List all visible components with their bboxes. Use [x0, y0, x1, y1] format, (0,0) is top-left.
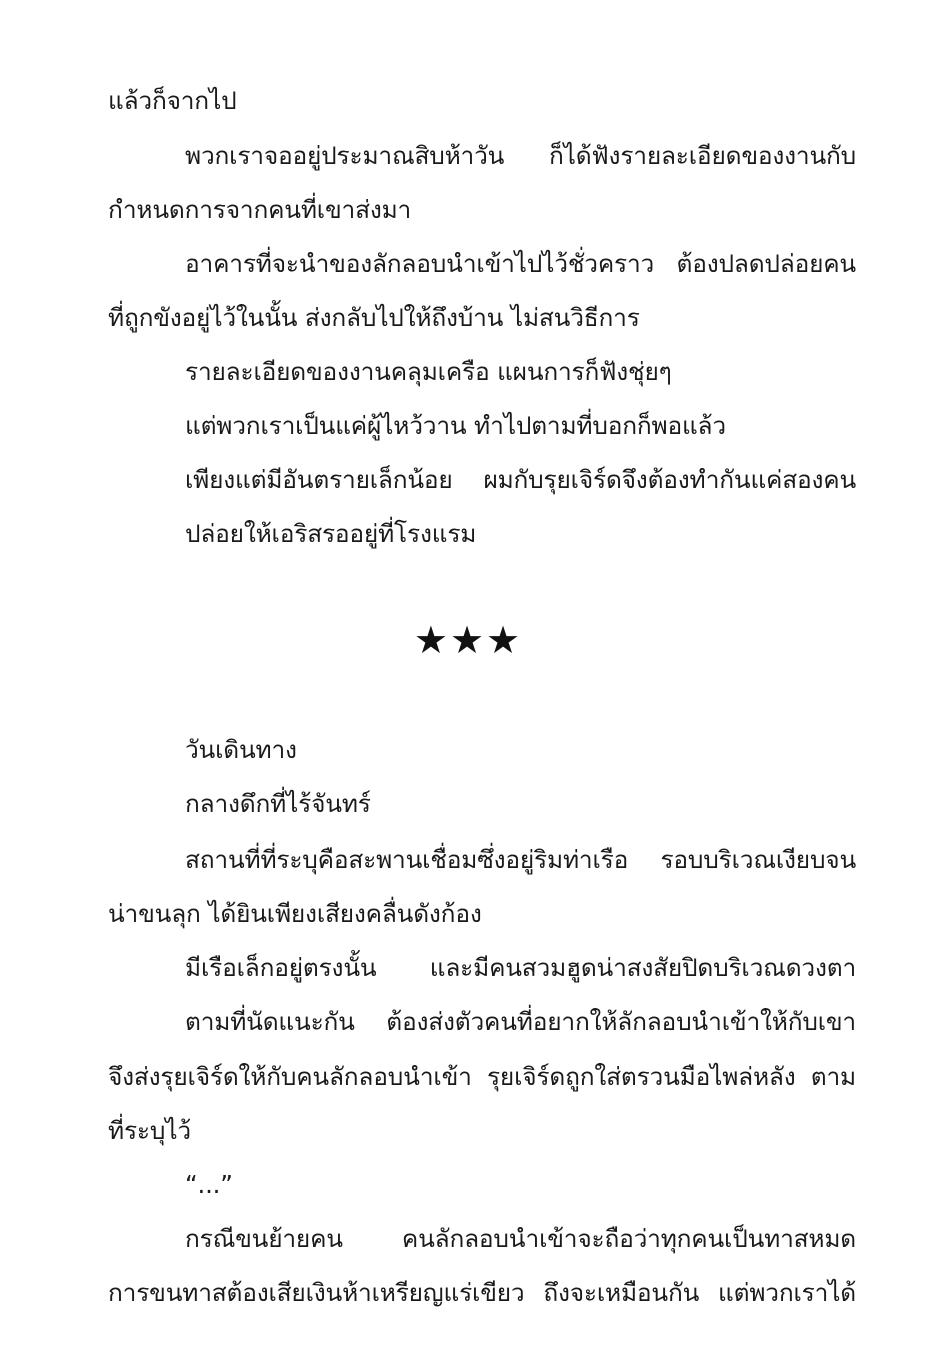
text-line-9: ปล่อยให้เอริสรออยู่ที่โรงแรม	[185, 519, 477, 548]
text-line-2: พวกเราจออยู่ประมาณสิบห้าวัน ก็ได้ฟังรายละเอียดของงานกับ	[185, 141, 856, 170]
text-line-4: อาคารที่จะนำของลักลอบนำเข้าไปไว้ชั่วคราว ต้องปลดปล่อยคน	[185, 249, 856, 278]
text-line-3: กำหนดการจากคนที่เขาส่งมา	[108, 195, 412, 224]
text-line-7: แต่พวกเราเป็นแค่ผู้ไหว้วาน ทำไปตามที่บอกก็พอแล้ว	[185, 411, 726, 440]
text-line-13: น่าขนลุก ได้ยินเพียงเสียงคลื่นดังก้อง	[108, 899, 482, 928]
text-line-11: กลางดึกที่ไร้จันทร์	[185, 789, 371, 818]
text-line-1: แล้วก็จากไป	[108, 86, 237, 115]
scene-break-stars: ★★★	[413, 618, 523, 662]
text-line-14: มีเรือเล็กอยู่ตรงนั้น และมีคนสวมฮูดน่าสงสัยปิดบริเวณดวงตา	[185, 953, 856, 982]
text-line-5: ที่ถูกขังอยู่ไว้ในนั้น ส่งกลับไปให้ถึงบ้าน ไม่สนวิธีการ	[108, 303, 640, 332]
text-line-17: ที่ระบุไว้	[108, 1116, 191, 1145]
text-line-16: จึงส่งรุยเจิร์ดให้กับคนลักลอบนำเข้า รุยเจิร์ดถูกใส่ตรวนมือไพล่หลัง ตาม	[108, 1062, 856, 1091]
text-line-19: กรณีขนย้ายคน คนลักลอบนำเข้าจะถือว่าทุกคนเป็นทาสหมด	[185, 1224, 856, 1253]
text-line-10: วันเดินทาง	[185, 735, 297, 764]
text-line-6: รายละเอียดของงานคลุมเครือ แผนการก็ฟังชุ่ยๆ	[185, 357, 672, 386]
text-line-12: สถานที่ที่ระบุคือสะพานเชื่อมซึ่งอยู่ริมท่าเรือ รอบบริเวณเงียบจน	[185, 845, 856, 874]
text-line-15: ตามที่นัดแนะกัน ต้องส่งตัวคนที่อยากให้ลักลอบนำเข้าให้กับเขา	[185, 1007, 856, 1036]
text-line-20: การขนทาสต้องเสียเงินห้าเหรียญแร่เขียว ถึงจะเหมือนกัน แต่พวกเราได้	[108, 1278, 856, 1307]
text-line-8: เพียงแต่มีอันตรายเล็กน้อย ผมกับรุยเจิร์ดจึงต้องทำกันแค่สองคน	[185, 465, 856, 494]
text-line-18: “...”	[185, 1170, 233, 1199]
